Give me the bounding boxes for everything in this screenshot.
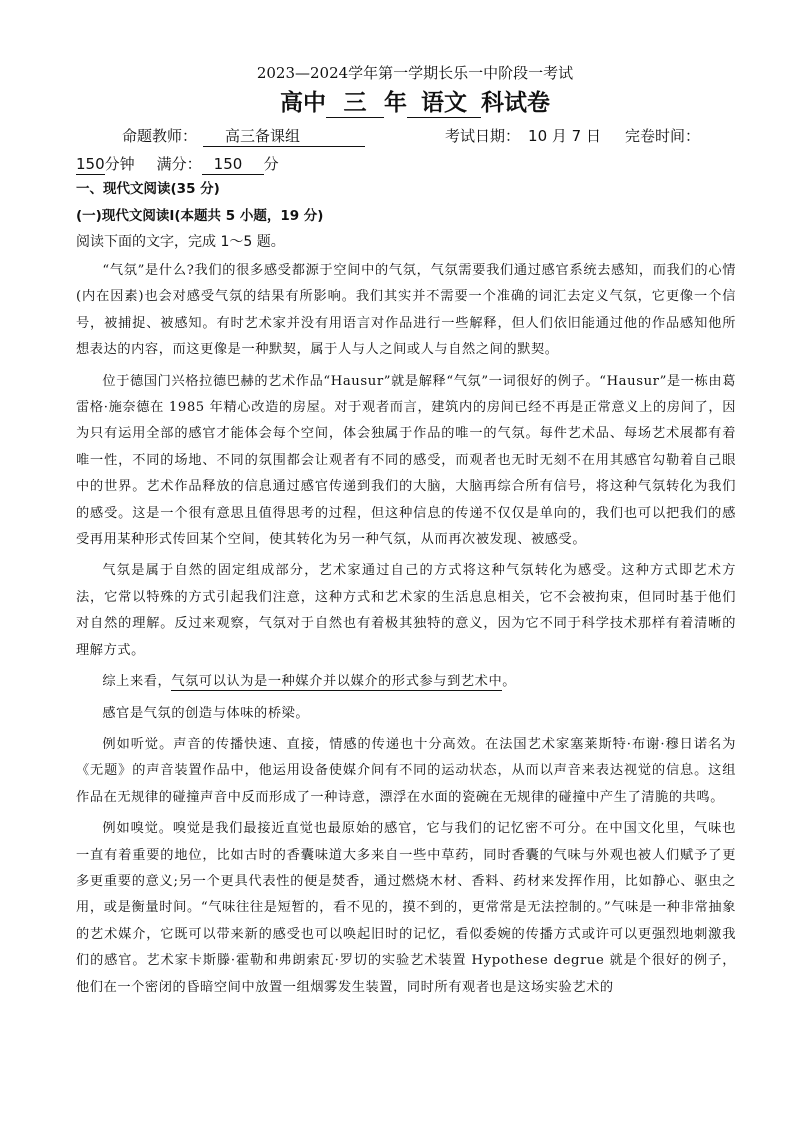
reading-instruction: 阅读下面的文字，完成 1～5 题。 xyxy=(76,234,285,250)
paper-title xyxy=(76,86,736,120)
grade-blank: 三 xyxy=(326,89,384,118)
paragraph-3: 气氛是属于自然的固定组成部分，艺术家通过自己的方式将这种气氛转化为感受。这种方式即艺术方法，它常以特殊的方式引起我们注意，这种方式和艺术家的生活息息相关，它不会被拘束，但同时基于他们对自然的理解。反过来观察，气氛对于自然也有着极其独特的意义，因为它不同于科学技术那样有着清晰的理解方式。 xyxy=(76,563,736,658)
score-value: 150 xyxy=(202,154,264,175)
paragraph-6: 例如听觉。声音的传播快速、直接，情感的传递也十分高效。在法国艺术家塞莱斯特·布谢·穆日诺名为《无题》的声音装置作品中，他运用设备使媒介间有不同的运动状态，从而以声音来表达视觉的信息。这组作品在无规律的碰撞声音中反而形成了一种诗意，漂浮在水面的瓷碗在无规律的碰撞中产生了清脆的共鸣。 xyxy=(76,736,736,805)
paragraph-1: “气氛”是什么?我们的很多感受都源于空间中的气氛，气氛需要我们通过感官系统去感知，而我们的心情(内在因素)也会对感受气氛的结果有所影响。我们其实并不需要一个准确的词汇去定义气氛，它更像一个信号，被捕捉、被感知。有时艺术家并没有用语言对作品进行一些解释，但人们依旧能通过他的作品感知他所想表达的内容，而这更像是一种默契，属于人与人之间或人与自然之间的默契。 xyxy=(76,263,736,358)
section-heading-part1: 一、现代文阅读(35 分) xyxy=(76,181,220,197)
info-line-2 xyxy=(76,152,736,176)
paragraph-4-underlined-sentence: 气氛可以认为是一种媒介并以媒介的形式参与到艺术中 xyxy=(171,674,503,690)
date-value: 10 月 7 日 xyxy=(528,127,601,145)
teacher-value: 高三备课组 xyxy=(203,126,365,147)
paragraph-2: 位于德国门兴格拉德巴赫的艺术作品“Hausur”就是解释“气氛”一词很好的例子。“Hausur”是一栋由葛雷格·施奈德在 1985 年精心改造的房屋。对于观者而言，建筑内的房间已经不再是正常意义上的房间了，因为只有运用全部的感官才能体会每个空间，体会独属于作品的唯一的气氛。每件艺术品、每场艺术展都有着唯一性，不同的场地、不同的氛围都会让观者有不同的感受，而观者也无时无刻不在用其感官勾勒着自己眼中的世界。艺术作品释放的信息通过感官传递到我们的大脑，大脑再综合所有信号，将这种气氛转化为我们的感受。这是一个很有意思且值得思考的过程，但这种信息的传递不仅仅是单向的，我们也可以把我们的感受再用某种形式传回某个空间，使其转化为另一种气氛，从而再次被发现、被感受。 xyxy=(76,373,736,548)
subject-blank: 语文 xyxy=(407,89,481,118)
score-unit: 分 xyxy=(263,155,279,173)
title-prefix: 高中 xyxy=(280,90,326,116)
paragraph-4-suffix: 。 xyxy=(502,674,517,690)
duration-label: 完卷时间： xyxy=(624,127,700,145)
score-label: 满分： xyxy=(156,155,202,173)
teacher-label: 命题教师： xyxy=(122,127,198,145)
paragraph-4-prefix: 综上来看， xyxy=(102,674,172,690)
exam-title: 2023—2024学年第一学期长乐一中阶段一考试 xyxy=(256,64,574,82)
section-heading-part1-sub: (一)现代文阅读Ⅰ(本题共 5 小题，19 分) xyxy=(76,208,324,224)
grade-suffix: 年 xyxy=(384,90,407,116)
paragraph-5: 感官是气氛的创造与体味的桥梁。 xyxy=(102,705,310,721)
duration-value: 150 xyxy=(76,155,105,173)
subject-suffix: 科试卷 xyxy=(481,90,550,116)
duration-unit: 分钟 xyxy=(104,155,135,173)
date-label: 考试日期： xyxy=(445,127,521,145)
info-line-1 xyxy=(76,124,736,148)
paragraph-7: 例如嗅觉。嗅觉是我们最接近直觉也最原始的感官，它与我们的记忆密不可分。在中国文化里，气味也一直有着重要的地位，比如古时的香囊味道大多来自一些中草药，同时香囊的气味与外观也被人们赋予了更多更重要的意义;另一个更具代表性的便是焚香，通过燃烧木材、香料、药材来发挥作用，比如静心、驱虫之用，或是衡量时间。“气味往往是短暂的，看不见的，摸不到的，更常常是无法控制的。”气味是一种非常抽象的艺术媒介，它既可以带来新的感受也可以唤起旧时的记忆，看似委婉的传播方式或许可以更强烈地刺激我们的感官。艺术家卡斯滕·霍勒和弗朗索瓦·罗切的实验艺术装置 Hypothese degrue 就是个很好的例子，他们在一个密闭的昏暗空间中放置一组烟雾发生装置，同时所有观者也是这场实验艺术的 xyxy=(76,821,736,995)
paragraph-4 xyxy=(76,669,736,695)
